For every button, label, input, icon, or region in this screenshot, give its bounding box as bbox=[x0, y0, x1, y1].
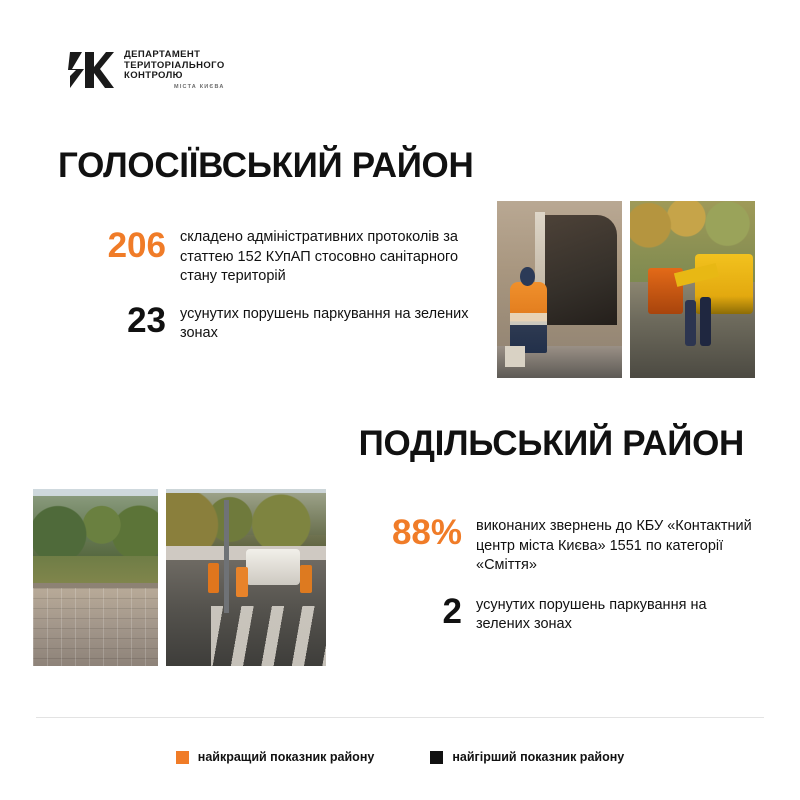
legend-item-best bbox=[176, 750, 375, 764]
photo-podil-2 bbox=[166, 489, 326, 666]
logo-text bbox=[124, 50, 225, 90]
stat-value: 206 bbox=[107, 226, 166, 265]
legend-item-worst bbox=[430, 750, 624, 764]
stat-description: усунутих порушень паркування на зелених зонах bbox=[180, 305, 469, 342]
footer-divider bbox=[36, 717, 764, 718]
stat-value: 88% bbox=[391, 513, 462, 552]
district-title-podil: ПОДІЛЬСЬКИЙ РАЙОН bbox=[358, 424, 744, 463]
logo bbox=[68, 48, 225, 92]
stats-podil bbox=[340, 515, 760, 649]
logo-line-1: ДЕПАРТАМЕНТ bbox=[124, 48, 201, 60]
stat-row bbox=[58, 300, 488, 344]
photo-golosiiv-2 bbox=[630, 201, 755, 378]
photo-golosiiv-1 bbox=[497, 201, 622, 378]
legend-label-worst: найгірший показник району bbox=[452, 750, 625, 764]
stat-row bbox=[340, 515, 760, 576]
stat-value: 23 bbox=[127, 300, 166, 340]
logo-line-3: КОНТРОЛЮ bbox=[124, 70, 183, 82]
district-title-golosiiv: ГОЛОСІЇВСЬКИЙ РАЙОН bbox=[58, 146, 474, 185]
photo-podil-1 bbox=[33, 489, 158, 666]
stat-row bbox=[58, 226, 488, 287]
stat-value: 2 bbox=[442, 591, 462, 631]
legend-label-best: найкращий показник району bbox=[197, 750, 375, 764]
stats-golosiiv bbox=[58, 226, 488, 358]
square-swatch-icon bbox=[430, 751, 443, 764]
dtk-logo-icon bbox=[68, 48, 114, 92]
square-swatch-icon bbox=[176, 751, 189, 764]
stat-description: усунутих порушень паркування на зелених зонах bbox=[476, 596, 707, 633]
logo-line-2: ТЕРИТОРІАЛЬНОГО bbox=[124, 59, 225, 71]
logo-subtitle: МІСТА КИЄВА bbox=[174, 83, 225, 90]
stat-row bbox=[340, 591, 760, 635]
legend bbox=[0, 750, 800, 764]
stat-description: складено адміністративних протоколів за статтею 152 КУпАП стосовно санітарного стану територій bbox=[180, 229, 459, 285]
stat-description: виконаних звернень до КБУ «Контактний центр міста Києва» 1551 по категорії «Сміття» bbox=[476, 518, 752, 574]
